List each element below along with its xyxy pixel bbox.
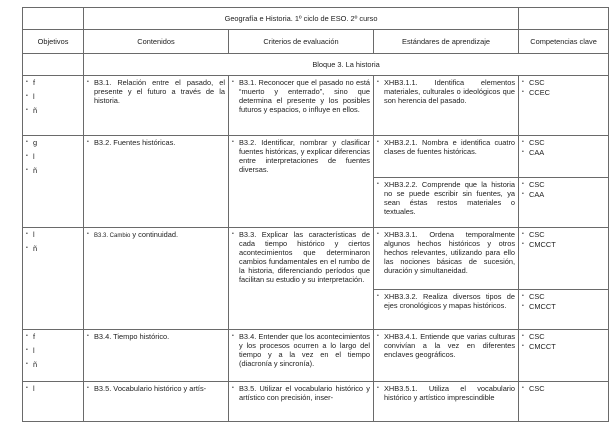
contenido-text: ▪ B3.5. Vocabulario histórico y artís- (87, 384, 225, 393)
criterio-cell (229, 382, 374, 422)
contenido-cell (84, 228, 229, 330)
contenido-text: ▪ B3.1. Relación entre el pasado, el presente y el futuro a través de la historia. (87, 78, 225, 105)
competencias-cell (519, 136, 609, 178)
header-estandares: Estándares de aprendizaje (374, 30, 519, 54)
competencia-item: ▪ CSC (522, 138, 605, 147)
estandar-text: ▪ XHB3.1.1. Identifica elementos materiales, culturales o ideológicos que son herencia del pasado. (377, 78, 515, 105)
table-title: Geografía e Historia. 1º ciclo de ESO. 2º curso (84, 8, 519, 30)
competencia-item: ▪ CCEC (522, 88, 605, 97)
contenido-cell (84, 136, 229, 228)
objetivo-item: ▪ f (26, 332, 80, 341)
contenido-cell (84, 330, 229, 382)
estandar-text: ▪ XHB3.4.1. Entiende que varias culturas convivían a la vez en diferentes enclaves geográficos. (377, 332, 515, 359)
objetivos-cell (23, 382, 84, 422)
estandar-text: ▪ XHB3.2.2. Comprende que la historia no se puede escribir sin fuentes, ya sean éstas restos materiales o textuales. (377, 180, 515, 216)
objetivo-item: ▪ l (26, 92, 80, 101)
estandar-cell (374, 382, 519, 422)
criterio-cell (229, 228, 374, 330)
competencias-cell (519, 330, 609, 382)
competencias-cell (519, 178, 609, 228)
competencia-item: ▪ CSC (522, 78, 605, 87)
criterio-text: ▪ B3.1. Reconocer que el pasado no está “muerto y enterrado”, sino que determina el presente y los posibles futuros y espacios, o influye en ellos. (232, 78, 370, 114)
contenido-rest: y continuidad. (130, 230, 179, 239)
competencia-item: ▪ CSC (522, 180, 605, 189)
estandar-cell (374, 290, 519, 330)
table-row (23, 228, 609, 290)
contenido-code: B3.3. Cambio (94, 233, 131, 239)
competencias-cell (519, 382, 609, 422)
header-objetivos: Objetivos (23, 30, 84, 54)
competencia-item: ▪ CMCCT (522, 302, 605, 311)
estandar-cell (374, 178, 519, 228)
objetivo-item: ▪ l (26, 152, 80, 161)
competencia-item: ▪ CAA (522, 148, 605, 157)
objetivo-item: ▪ l (26, 346, 80, 355)
objetivo-item: ▪ ñ (26, 106, 80, 115)
block-title: Bloque 3. La historia (84, 54, 609, 76)
objetivo-item: ▪ ñ (26, 244, 80, 253)
estandar-cell (374, 76, 519, 136)
objetivo-item: ▪ g (26, 138, 80, 147)
competencia-item: ▪ CSC (522, 332, 605, 341)
competencia-item: ▪ CAA (522, 190, 605, 199)
competencias-cell (519, 290, 609, 330)
estandar-text: ▪ XHB3.3.2. Realiza diversos tipos de ejes cronológicos y mapas históricos. (377, 292, 515, 310)
objetivos-cell (23, 228, 84, 330)
estandar-cell (374, 330, 519, 382)
contenido-text (87, 230, 225, 241)
estandar-text: ▪ XHB3.2.1. Nombra e identifica cuatro clases de fuentes históricas. (377, 138, 515, 156)
title-row (23, 8, 609, 30)
curriculum-table (22, 7, 609, 422)
table-row (23, 76, 609, 136)
criterio-cell (229, 330, 374, 382)
objetivos-cell (23, 136, 84, 228)
competencias-cell (519, 76, 609, 136)
contenido-cell (84, 382, 229, 422)
competencia-item: ▪ CSC (522, 292, 605, 301)
block-row (23, 54, 609, 76)
competencias-cell (519, 228, 609, 290)
criterio-cell (229, 76, 374, 136)
competencia-item: ▪ CMCCT (522, 342, 605, 351)
criterio-text: ▪ B3.2. Identificar, nombrar y clasificar fuentes históricas, y explicar diferencias entre interpretaciones de fuentes diversas. (232, 138, 370, 174)
header-competencias: Competencias clave (519, 30, 609, 54)
objetivos-cell (23, 76, 84, 136)
contenido-text: ▪ B3.4. Tiempo histórico. (87, 332, 225, 341)
estandar-text: ▪ XHB3.5.1. Utiliza el vocabulario histórico y artístico imprescindible (377, 384, 515, 402)
estandar-text: ▪ XHB3.3.1. Ordena temporalmente algunos hechos históricos y otros hechos relevantes, utilizando para ello las nociones básicas de sucesión, duración y simultaneidad. (377, 230, 515, 275)
header-row (23, 30, 609, 54)
objetivo-item: ▪ ñ (26, 166, 80, 175)
contenido-text: ▪ B3.2. Fuentes históricas. (87, 138, 225, 147)
criterio-text: ▪ B3.4. Entender que los acontecimientos y los procesos ocurren a lo largo del tiempo y a la vez en el tiempo (diacronía y sincronía). (232, 332, 370, 368)
criterio-text: ▪ B3.3. Explicar las características de cada tiempo histórico y ciertos acontecimientos que determinaron cambios fundamentales en el rumbo de la historia, diferenciando períodos que facilitan su estudio y su interpretación. (232, 230, 370, 285)
objetivos-cell (23, 330, 84, 382)
objetivo-item: ▪ f (26, 78, 80, 87)
competencia-item: ▪ CSC (522, 384, 605, 393)
header-contenidos: Contenidos (84, 30, 229, 54)
table-row (23, 136, 609, 178)
criterio-cell (229, 136, 374, 228)
criterio-text: ▪ B3.5. Utilizar el vocabulario histórico y artístico con precisión, inser- (232, 384, 370, 402)
objetivo-item: ▪ ñ (26, 360, 80, 369)
objetivo-item: ▪ l (26, 384, 80, 393)
objetivo-item: ▪ l (26, 230, 80, 239)
estandar-cell (374, 136, 519, 178)
competencia-item: ▪ CMCCT (522, 240, 605, 249)
header-criterios: Criterios de evaluación (229, 30, 374, 54)
competencia-item: ▪ CSC (522, 230, 605, 239)
table-row (23, 382, 609, 422)
estandar-cell (374, 228, 519, 290)
table-row (23, 330, 609, 382)
contenido-cell (84, 76, 229, 136)
